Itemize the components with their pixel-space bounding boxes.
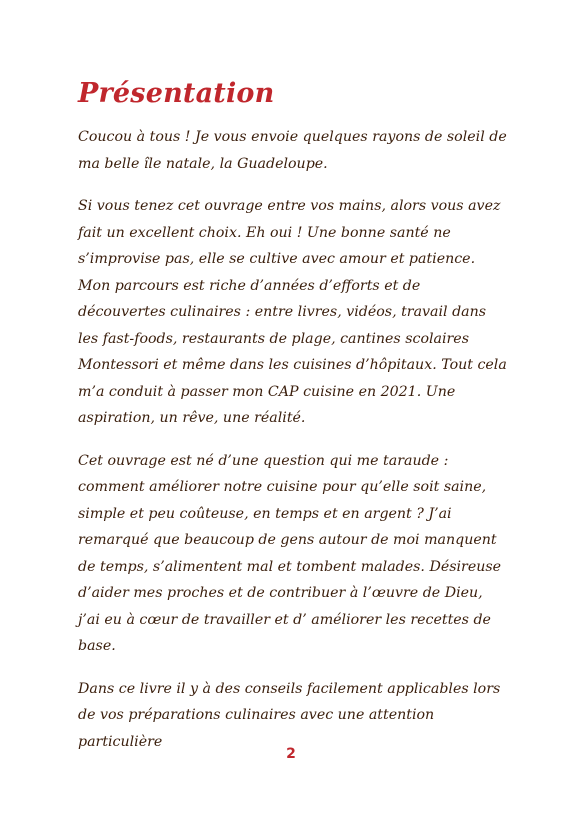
paragraph-conseils: Dans ce livre il y à des conseils facilement applicables lors de vos préparations culinaires avec une attention particulière — [78, 680, 501, 750]
body-text — [78, 124, 508, 771]
page-title: Présentation — [78, 78, 275, 109]
paragraph-intro: Coucou à tous ! Je vous envoie quelques rayons de soleil de ma belle île natale, la Guadeloupe. — [78, 129, 507, 172]
page-number: 2 — [286, 746, 296, 762]
paragraph-question: Cet ouvrage est né d’une question qui me taraude : comment améliorer notre cuisine pour qu’elle soit saine, simple et peu coûteuse, en temps et en argent ? J’ai remarqué que beaucoup de gens autour de moi manquent de temps, s’alimentent mal et tombent malades. Désireuse d’aider mes proches et de contribuer à l’œuvre de Dieu, j’ai eu à cœur de travailler et d’ améliorer les recettes de base. — [78, 452, 502, 654]
paragraph-parcours: Si vous tenez cet ouvrage entre vos mains, alors vous avez fait un excellent choix. Eh oui ! Une bonne santé ne s’improvise pas, elle se cultive avec amour et patience. Mon parcours est riche d’années d’efforts et de découvertes culinaires : entre livres, vidéos, travail dans les fast-foods, restaurants de plage, cantines scolaires Montessori et même dans les cuisines d’hôpitaux. Tout cela m’a conduit à passer mon CAP cuisine en 2021. Une aspiration, un rêve, une réalité. — [78, 198, 507, 426]
